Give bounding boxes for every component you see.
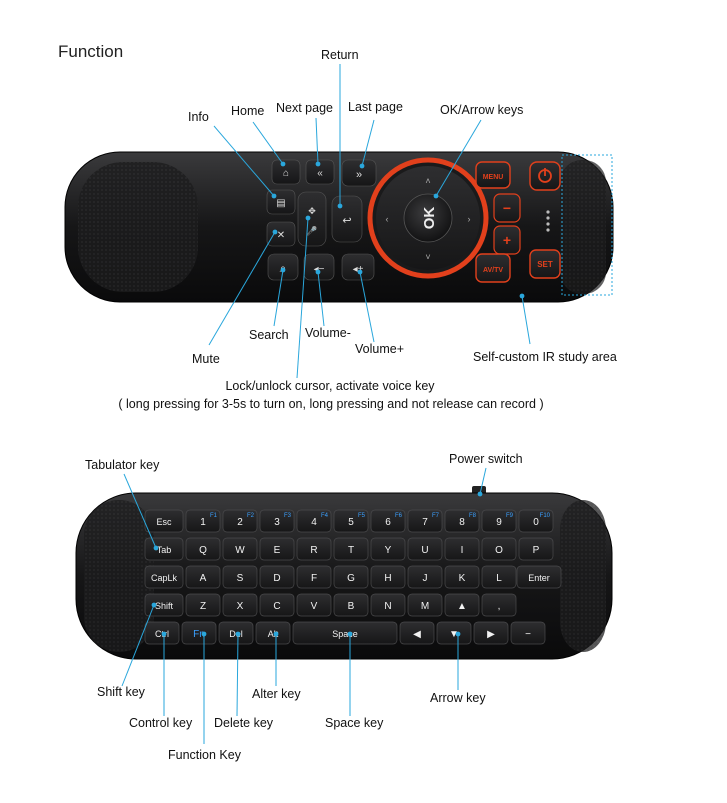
key-3-8-label: ▲ xyxy=(457,601,467,612)
ok-key-label: OK xyxy=(421,206,438,230)
key-0-7[interactable] xyxy=(408,510,442,532)
power-key[interactable] xyxy=(530,162,560,190)
alter-key-label: Alter key xyxy=(252,687,301,701)
key-0-4-label: 4 xyxy=(311,517,317,528)
delete-key-label: Delete key xyxy=(214,716,274,730)
key-1-0[interactable] xyxy=(145,538,183,560)
key-0-3[interactable] xyxy=(260,510,294,532)
key-3-7-label: M xyxy=(420,601,430,612)
key-0-5-label: 5 xyxy=(348,517,354,528)
key-0-2[interactable] xyxy=(223,510,257,532)
key-2-0-label: CapLk xyxy=(150,573,178,583)
key-0-8-label: 8 xyxy=(459,517,465,528)
key-2-3[interactable] xyxy=(260,566,294,588)
set-key-label: SET xyxy=(537,260,553,269)
key-4-5[interactable] xyxy=(400,622,434,644)
key-0-4-fn-label: F4 xyxy=(320,513,328,519)
key-0-5[interactable] xyxy=(334,510,368,532)
key-2-3-label: D xyxy=(273,573,281,584)
key-0-1-label: 1 xyxy=(200,517,206,528)
key-2-7-label: J xyxy=(422,573,428,584)
key-0-10-fn-label: F10 xyxy=(539,513,550,519)
svg-text:›: › xyxy=(467,214,471,224)
key-1-8-label: I xyxy=(460,545,464,556)
mute-label: Mute xyxy=(192,352,220,366)
key-4-8-label: − xyxy=(525,629,531,640)
key-3-4-label: V xyxy=(310,601,318,612)
key-2-5[interactable] xyxy=(334,566,368,588)
key-2-1-label: A xyxy=(199,573,207,584)
svg-text:˅: ˅ xyxy=(425,252,431,262)
search-label: Search xyxy=(249,328,289,342)
key-2-7[interactable] xyxy=(408,566,442,588)
enter-key-label: Enter xyxy=(528,573,550,583)
key-4-4-label: Space xyxy=(332,629,358,639)
volume-minus-key[interactable] xyxy=(304,254,334,280)
key-3-8[interactable] xyxy=(445,594,479,616)
svg-text:✥: ✥ xyxy=(308,206,316,216)
key-4-1-label: Fn xyxy=(193,629,205,640)
key-2-8-label: K xyxy=(458,573,466,584)
key-2-9[interactable] xyxy=(482,566,516,588)
key-3-3-label: C xyxy=(273,601,281,612)
key-0-10[interactable] xyxy=(519,510,553,532)
svg-text:»: » xyxy=(355,169,363,181)
svg-text:◂−: ◂− xyxy=(313,264,325,275)
key-0-8-fn-label: F8 xyxy=(468,513,476,519)
key-4-3-label: Alt xyxy=(267,629,279,639)
key-0-6-fn-label: F6 xyxy=(394,513,402,519)
key-1-4[interactable] xyxy=(297,538,331,560)
svg-text:🎤: 🎤 xyxy=(306,226,318,236)
key-2-5-label: G xyxy=(347,573,355,584)
key-0-6-label: 6 xyxy=(385,517,391,528)
key-2-1[interactable] xyxy=(186,566,220,588)
key-0-2-label: 2 xyxy=(237,517,243,528)
key-4-2-label: Del xyxy=(229,629,243,639)
key-0-3-label: 3 xyxy=(274,517,280,528)
function-key-label: Function Key xyxy=(168,748,241,762)
last-page-label: Last page xyxy=(348,100,403,114)
avtv-key[interactable] xyxy=(476,254,510,282)
keyboard-keys xyxy=(145,510,561,644)
lock-cursor-note: ( long pressing for 3-5s to turn on, long pressing and not release can record ) xyxy=(118,397,544,411)
key-2-0[interactable] xyxy=(145,566,183,588)
key-3-3[interactable] xyxy=(260,594,294,616)
minus-key-label: − xyxy=(502,200,512,216)
plus-key-label: + xyxy=(502,232,512,248)
menu-key-label: MENU xyxy=(482,174,504,181)
svg-text:✕: ✕ xyxy=(276,230,286,241)
key-3-6-label: N xyxy=(384,601,392,612)
key-0-6[interactable] xyxy=(371,510,405,532)
ok-key[interactable] xyxy=(404,194,452,242)
keyboard-device xyxy=(76,486,612,659)
menu-key[interactable] xyxy=(476,162,510,188)
lock-cursor-label: Lock/unlock cursor, activate voice key xyxy=(225,379,435,393)
return-label: Return xyxy=(321,48,359,62)
key-0-8[interactable] xyxy=(445,510,479,532)
key-4-3[interactable] xyxy=(256,622,290,644)
key-4-6[interactable] xyxy=(437,622,471,644)
set-key[interactable] xyxy=(530,250,560,278)
remote-device xyxy=(65,152,613,302)
key-2-4[interactable] xyxy=(297,566,331,588)
key-3-0-label: Shift xyxy=(154,601,174,611)
key-4-2[interactable] xyxy=(219,622,253,644)
key-1-6-label: Y xyxy=(384,545,392,556)
space-key-label: Space key xyxy=(325,716,384,730)
volume-minus-label: Volume- xyxy=(305,326,351,340)
key-3-2[interactable] xyxy=(223,594,257,616)
key-3-1-label: Z xyxy=(199,601,207,612)
svg-text:▤: ▤ xyxy=(276,198,286,209)
cursor-voice-key[interactable] xyxy=(298,192,326,246)
key-4-0-label: Ctrl xyxy=(155,629,169,639)
shift-key-label: Shift key xyxy=(97,685,145,699)
key-4-0[interactable] xyxy=(145,622,179,644)
key-3-7[interactable] xyxy=(408,594,442,616)
info-label: Info xyxy=(188,110,209,124)
key-0-10-label: 0 xyxy=(533,517,539,528)
key-1-1-label: Q xyxy=(199,545,207,556)
key-4-6-label: ▼ xyxy=(449,629,459,640)
key-4-7-label: ▶ xyxy=(487,629,495,640)
key-1-4-label: R xyxy=(310,545,318,556)
svg-text:↩: ↩ xyxy=(342,215,352,227)
key-4-5-label: ◀ xyxy=(413,629,421,640)
key-1-10-label: P xyxy=(532,545,540,556)
key-2-8[interactable] xyxy=(445,566,479,588)
key-4-4[interactable] xyxy=(293,622,397,644)
key-1-3-label: E xyxy=(273,545,281,556)
key-1-5[interactable] xyxy=(334,538,368,560)
tab-key-label: Tabulator key xyxy=(85,458,160,472)
info-key[interactable] xyxy=(267,190,295,214)
next-page-label: Next page xyxy=(276,101,333,115)
key-2-4-label: F xyxy=(310,573,318,584)
svg-text:˄: ˄ xyxy=(425,176,431,186)
key-0-9[interactable] xyxy=(482,510,516,532)
key-4-7[interactable] xyxy=(474,622,508,644)
svg-text:‹: ‹ xyxy=(385,214,389,224)
key-0-5-fn-label: F5 xyxy=(357,513,365,519)
key-0-1[interactable] xyxy=(186,510,220,532)
plus-key[interactable] xyxy=(494,226,520,254)
key-1-7-label: U xyxy=(421,545,429,556)
svg-text:⌂: ⌂ xyxy=(282,168,290,179)
key-1-8[interactable] xyxy=(445,538,479,560)
home-key[interactable] xyxy=(272,160,300,184)
key-3-5[interactable] xyxy=(334,594,368,616)
key-1-9-label: O xyxy=(495,545,503,556)
svg-text:⌕: ⌕ xyxy=(279,261,287,275)
power-switch-label: Power switch xyxy=(449,452,523,466)
key-1-9[interactable] xyxy=(482,538,516,560)
key-0-0[interactable] xyxy=(145,510,183,532)
svg-text:«: « xyxy=(317,168,323,179)
key-3-1[interactable] xyxy=(186,594,220,616)
control-key-label: Control key xyxy=(129,716,193,730)
key-3-6[interactable] xyxy=(371,594,405,616)
key-0-4[interactable] xyxy=(297,510,331,532)
key-1-3[interactable] xyxy=(260,538,294,560)
key-3-2-label: X xyxy=(236,601,244,612)
volume-plus-key[interactable] xyxy=(342,254,374,280)
last-page-key[interactable] xyxy=(342,160,376,186)
enter-key[interactable] xyxy=(517,566,561,588)
key-3-9-label: , xyxy=(497,601,501,612)
home-label: Home xyxy=(231,104,265,118)
key-2-6-label: H xyxy=(384,573,392,584)
key-1-6[interactable] xyxy=(371,538,405,560)
key-4-1[interactable] xyxy=(182,622,216,644)
arrow-key-label: Arrow key xyxy=(430,691,486,705)
key-0-9-label: 9 xyxy=(496,517,502,528)
key-2-2[interactable] xyxy=(223,566,257,588)
key-1-0-label: Tab xyxy=(156,545,172,555)
key-2-9-label: L xyxy=(496,573,502,584)
key-0-0-label: Esc xyxy=(156,517,172,527)
return-key[interactable] xyxy=(332,196,362,242)
avtv-key-label: AV/TV xyxy=(482,267,504,274)
key-1-5-label: T xyxy=(347,545,355,556)
key-0-7-label: 7 xyxy=(422,517,428,528)
key-3-9[interactable] xyxy=(482,594,516,616)
key-2-6[interactable] xyxy=(371,566,405,588)
mute-key[interactable] xyxy=(267,222,295,246)
key-1-10[interactable] xyxy=(519,538,553,560)
page-title: Function xyxy=(58,42,124,61)
next-page-key[interactable] xyxy=(306,160,334,184)
key-1-7[interactable] xyxy=(408,538,442,560)
key-0-3-fn-label: F3 xyxy=(283,513,291,519)
svg-text:◂+: ◂+ xyxy=(352,264,364,275)
key-0-2-fn-label: F2 xyxy=(246,513,254,519)
key-0-7-fn-label: F7 xyxy=(431,513,439,519)
key-4-8[interactable] xyxy=(511,622,545,644)
volume-plus-label: Volume+ xyxy=(355,342,404,356)
key-2-2-label: S xyxy=(236,573,244,584)
key-1-2-label: W xyxy=(235,545,245,556)
key-0-9-fn-label: F9 xyxy=(505,513,513,519)
minus-key[interactable] xyxy=(494,194,520,222)
key-3-4[interactable] xyxy=(297,594,331,616)
ok-arrow-label: OK/Arrow keys xyxy=(440,103,524,117)
key-1-2[interactable] xyxy=(223,538,257,560)
key-3-5-label: B xyxy=(347,601,355,612)
key-1-1[interactable] xyxy=(186,538,220,560)
ir-area-label: Self-custom IR study area xyxy=(473,350,617,364)
search-key[interactable] xyxy=(268,254,298,280)
key-0-1-fn-label: F1 xyxy=(209,513,217,519)
